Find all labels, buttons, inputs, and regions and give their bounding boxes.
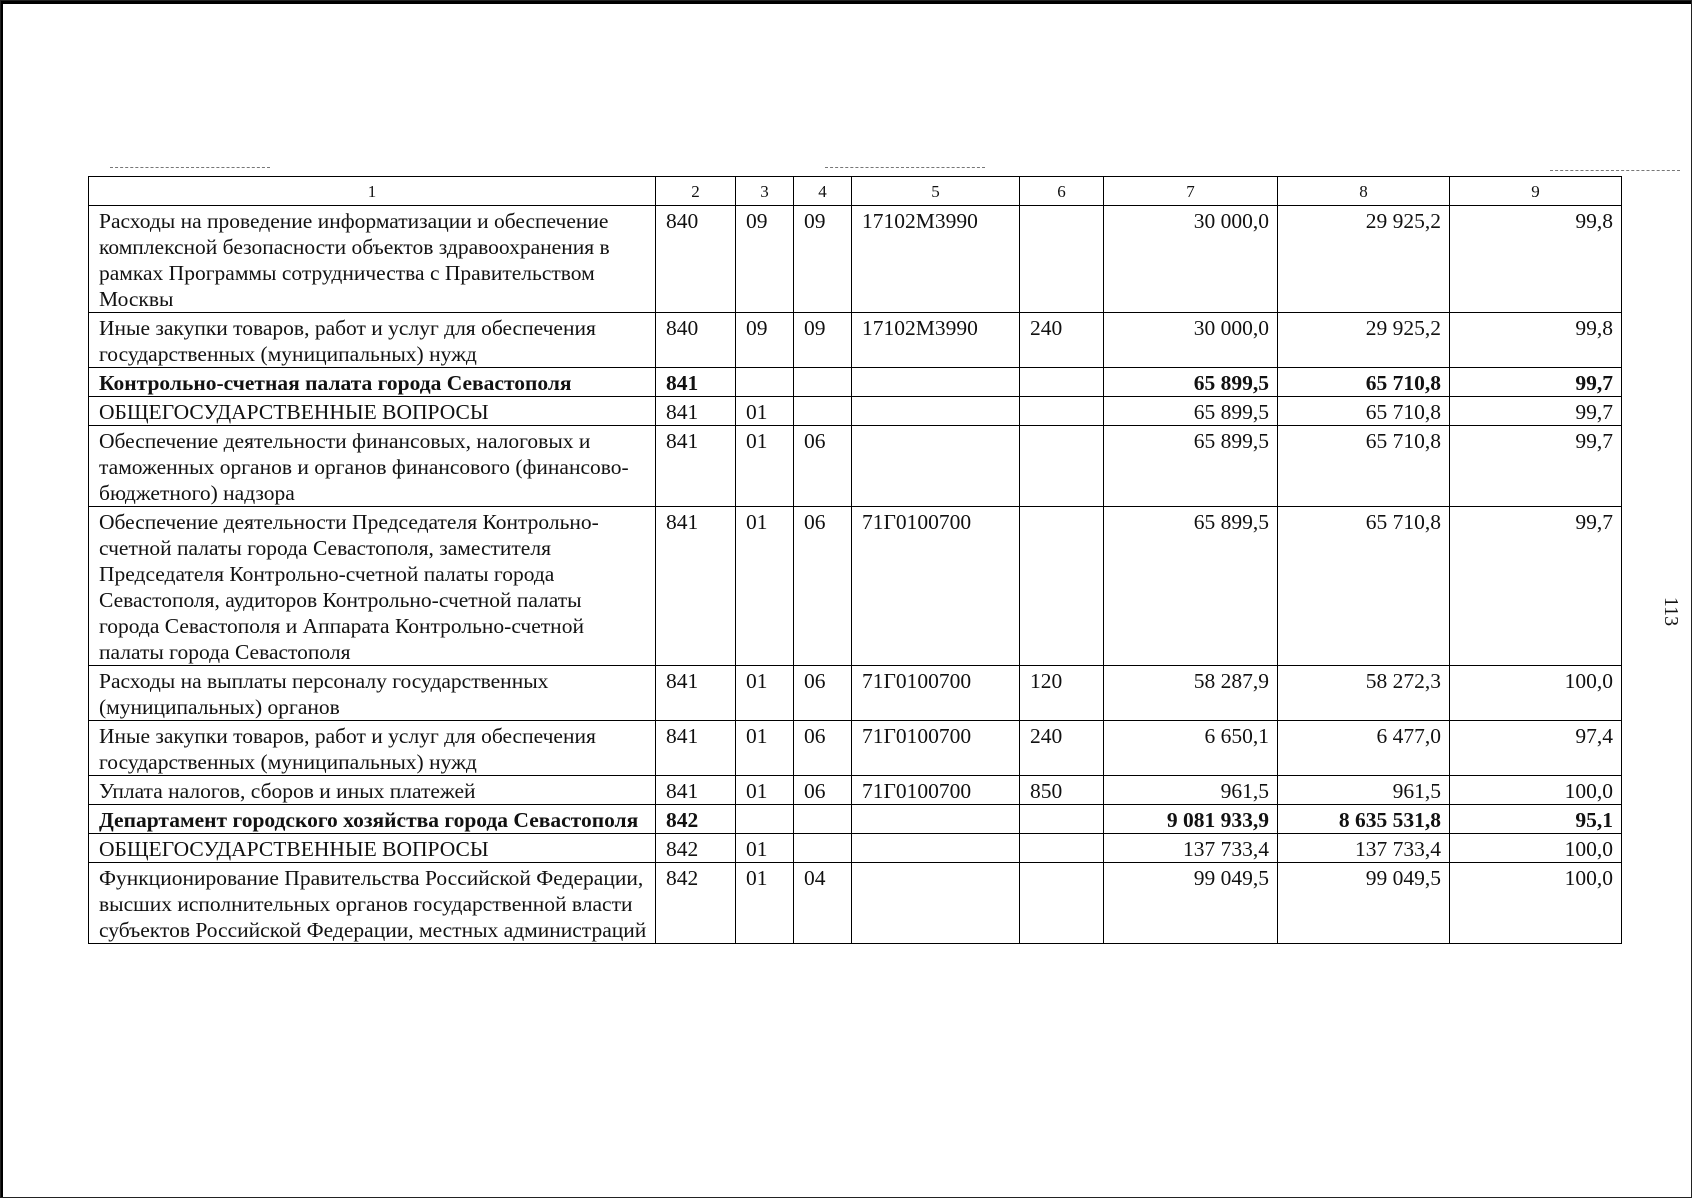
- row-percent: 97,4: [1450, 721, 1622, 776]
- row-code-section: [736, 805, 794, 834]
- header-col-1: 1: [89, 177, 656, 206]
- row-code-section: 09: [736, 206, 794, 313]
- row-code-subsection: 04: [794, 863, 852, 944]
- row-name: Расходы на выплаты персоналу государственных (муниципальных) органов: [89, 666, 656, 721]
- row-plan-amount: 30 000,0: [1104, 313, 1278, 368]
- row-name: Уплата налогов, сборов и иных платежей: [89, 776, 656, 805]
- row-code-target: 71Г0100700: [852, 666, 1020, 721]
- row-code-admin: 841: [656, 368, 736, 397]
- row-name: Иные закупки товаров, работ и услуг для обеспечения государственных (муниципальных) нужд: [89, 313, 656, 368]
- row-percent: 99,8: [1450, 313, 1622, 368]
- row-actual-amount: 8 635 531,8: [1278, 805, 1450, 834]
- row-code-section: 01: [736, 397, 794, 426]
- row-plan-amount: 137 733,4: [1104, 834, 1278, 863]
- row-code-target: [852, 426, 1020, 507]
- row-name: Обеспечение деятельности Председателя Контрольно-счетной палаты города Севастополя, заместителя Председателя Контрольно-счетной палаты города Севастополя, аудиторов Контрольно-счетной палаты города Севастополя и Аппарата Контрольно-счетной палаты города Севастополя: [89, 507, 656, 666]
- row-actual-amount: 65 710,8: [1278, 368, 1450, 397]
- row-code-admin: 841: [656, 397, 736, 426]
- row-actual-amount: 29 925,2: [1278, 313, 1450, 368]
- row-code-admin: 841: [656, 507, 736, 666]
- row-code-section: 01: [736, 776, 794, 805]
- row-code-target: 17102М3990: [852, 313, 1020, 368]
- scan-artifact: [825, 167, 985, 169]
- row-actual-amount: 65 710,8: [1278, 426, 1450, 507]
- row-code-section: 01: [736, 721, 794, 776]
- row-code-target: [852, 863, 1020, 944]
- row-actual-amount: 137 733,4: [1278, 834, 1450, 863]
- row-name: ОБЩЕГОСУДАРСТВЕННЫЕ ВОПРОСЫ: [89, 397, 656, 426]
- row-code-subsection: 06: [794, 666, 852, 721]
- table-row: [89, 805, 1622, 834]
- row-plan-amount: 30 000,0: [1104, 206, 1278, 313]
- row-code-subsection: 06: [794, 776, 852, 805]
- row-code-section: 09: [736, 313, 794, 368]
- row-plan-amount: 6 650,1: [1104, 721, 1278, 776]
- row-code-type: [1020, 805, 1104, 834]
- header-col-2: 2: [656, 177, 736, 206]
- row-percent: 100,0: [1450, 666, 1622, 721]
- row-code-target: [852, 834, 1020, 863]
- header-col-9: 9: [1450, 177, 1622, 206]
- table-row: [89, 313, 1622, 368]
- row-actual-amount: 58 272,3: [1278, 666, 1450, 721]
- table-row: [89, 863, 1622, 944]
- row-percent: 99,7: [1450, 507, 1622, 666]
- row-code-subsection: [794, 368, 852, 397]
- scan-artifact: [110, 167, 270, 169]
- row-plan-amount: 65 899,5: [1104, 397, 1278, 426]
- row-actual-amount: 99 049,5: [1278, 863, 1450, 944]
- row-code-section: 01: [736, 426, 794, 507]
- row-name: ОБЩЕГОСУДАРСТВЕННЫЕ ВОПРОСЫ: [89, 834, 656, 863]
- table-row: [89, 721, 1622, 776]
- header-col-4: 4: [794, 177, 852, 206]
- row-plan-amount: 9 081 933,9: [1104, 805, 1278, 834]
- header-col-6: 6: [1020, 177, 1104, 206]
- table-row: [89, 368, 1622, 397]
- header-col-3: 3: [736, 177, 794, 206]
- row-code-type: [1020, 507, 1104, 666]
- row-code-admin: 842: [656, 805, 736, 834]
- row-name: Расходы на проведение информатизации и обеспечение комплексной безопасности объектов здравоохранения в рамках Программы сотрудничества с Правительством Москвы: [89, 206, 656, 313]
- row-code-section: 01: [736, 507, 794, 666]
- row-code-subsection: [794, 397, 852, 426]
- row-code-type: 850: [1020, 776, 1104, 805]
- row-code-type: 120: [1020, 666, 1104, 721]
- header-col-7: 7: [1104, 177, 1278, 206]
- row-code-subsection: [794, 805, 852, 834]
- row-percent: 100,0: [1450, 863, 1622, 944]
- row-code-target: [852, 397, 1020, 426]
- table-row: [89, 206, 1622, 313]
- row-plan-amount: 99 049,5: [1104, 863, 1278, 944]
- row-code-admin: 841: [656, 426, 736, 507]
- row-percent: 100,0: [1450, 776, 1622, 805]
- row-name: Иные закупки товаров, работ и услуг для обеспечения государственных (муниципальных) нужд: [89, 721, 656, 776]
- row-code-section: 01: [736, 666, 794, 721]
- row-name: Контрольно-счетная палата города Севастополя: [89, 368, 656, 397]
- scan-artifact: [1550, 170, 1680, 172]
- row-code-section: 01: [736, 863, 794, 944]
- row-code-type: [1020, 397, 1104, 426]
- row-code-admin: 841: [656, 666, 736, 721]
- row-name: Функционирование Правительства Российской Федерации, высших исполнительных органов государственной власти субъектов Российской Федерации, местных администраций: [89, 863, 656, 944]
- row-actual-amount: 65 710,8: [1278, 507, 1450, 666]
- row-code-subsection: 09: [794, 313, 852, 368]
- row-percent: 99,8: [1450, 206, 1622, 313]
- row-code-type: [1020, 206, 1104, 313]
- row-code-type: [1020, 426, 1104, 507]
- row-code-type: [1020, 368, 1104, 397]
- row-code-admin: 841: [656, 776, 736, 805]
- row-percent: 99,7: [1450, 397, 1622, 426]
- header-col-5: 5: [852, 177, 1020, 206]
- table-row: [89, 507, 1622, 666]
- table-body: [89, 206, 1622, 944]
- row-code-subsection: [794, 834, 852, 863]
- row-plan-amount: 65 899,5: [1104, 426, 1278, 507]
- row-code-target: [852, 805, 1020, 834]
- row-code-subsection: 06: [794, 507, 852, 666]
- row-actual-amount: 6 477,0: [1278, 721, 1450, 776]
- table-header: [89, 177, 1622, 206]
- table-row: [89, 397, 1622, 426]
- row-plan-amount: 65 899,5: [1104, 507, 1278, 666]
- row-code-subsection: 06: [794, 426, 852, 507]
- header-col-8: 8: [1278, 177, 1450, 206]
- row-code-subsection: 09: [794, 206, 852, 313]
- row-code-target: 71Г0100700: [852, 776, 1020, 805]
- row-plan-amount: 961,5: [1104, 776, 1278, 805]
- table-row: [89, 666, 1622, 721]
- row-actual-amount: 29 925,2: [1278, 206, 1450, 313]
- row-percent: 99,7: [1450, 368, 1622, 397]
- table-row: [89, 776, 1622, 805]
- row-code-type: 240: [1020, 721, 1104, 776]
- row-percent: 95,1: [1450, 805, 1622, 834]
- row-code-target: 17102М3990: [852, 206, 1020, 313]
- row-actual-amount: 961,5: [1278, 776, 1450, 805]
- row-actual-amount: 65 710,8: [1278, 397, 1450, 426]
- row-plan-amount: 58 287,9: [1104, 666, 1278, 721]
- table-row: [89, 426, 1622, 507]
- table-row: [89, 834, 1622, 863]
- row-percent: 100,0: [1450, 834, 1622, 863]
- row-plan-amount: 65 899,5: [1104, 368, 1278, 397]
- row-code-section: [736, 368, 794, 397]
- row-code-admin: 841: [656, 721, 736, 776]
- row-code-type: 240: [1020, 313, 1104, 368]
- row-code-subsection: 06: [794, 721, 852, 776]
- row-code-admin: 842: [656, 834, 736, 863]
- row-code-target: [852, 368, 1020, 397]
- row-name: Департамент городского хозяйства города Севастополя: [89, 805, 656, 834]
- row-code-admin: 842: [656, 863, 736, 944]
- row-code-type: [1020, 834, 1104, 863]
- page-number: 113: [1660, 596, 1683, 627]
- row-code-target: 71Г0100700: [852, 507, 1020, 666]
- row-code-type: [1020, 863, 1104, 944]
- budget-table: [88, 176, 1622, 944]
- row-percent: 99,7: [1450, 426, 1622, 507]
- row-name: Обеспечение деятельности финансовых, налоговых и таможенных органов и органов финансового (финансово-бюджетного) надзора: [89, 426, 656, 507]
- row-code-admin: 840: [656, 313, 736, 368]
- row-code-section: 01: [736, 834, 794, 863]
- row-code-target: 71Г0100700: [852, 721, 1020, 776]
- row-code-admin: 840: [656, 206, 736, 313]
